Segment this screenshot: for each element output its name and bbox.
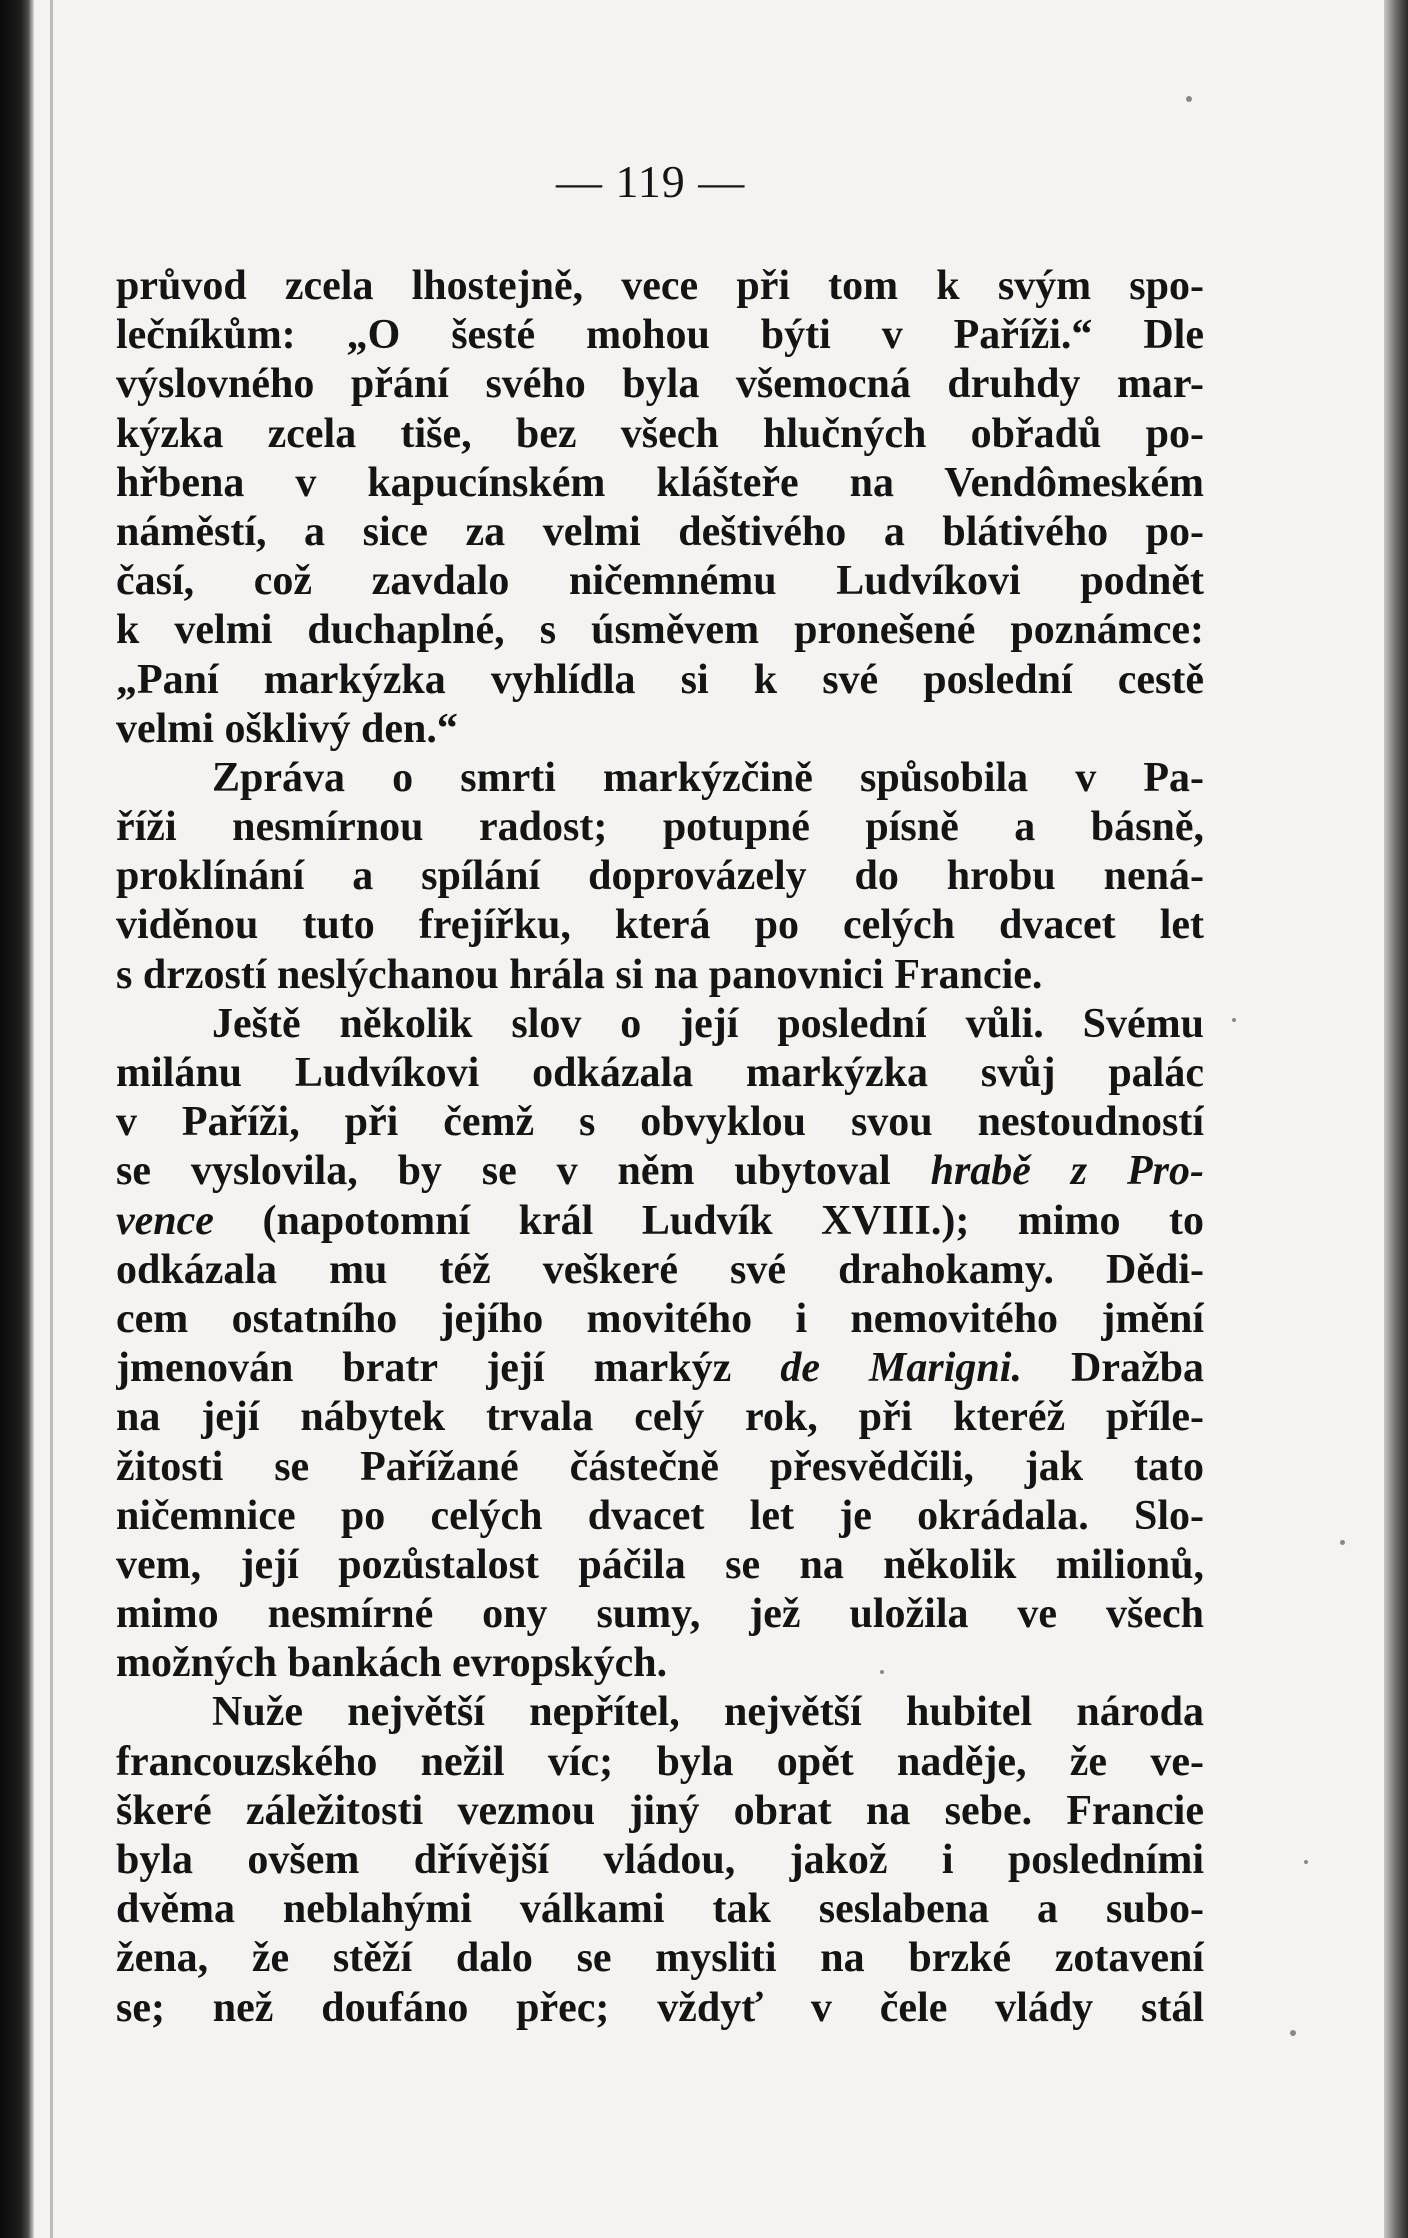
- text-segment: v Paříži, při čemž s obvyklou svou nestoudností: [116, 1099, 1204, 1146]
- text-line: [116, 1541, 1204, 1590]
- text-segment: možných bankách evropských.: [116, 1640, 668, 1687]
- text-line: [116, 311, 1204, 360]
- text-segment: byla ovšem dřívější vládou, jakož i posledními: [116, 1837, 1204, 1883]
- text-line: [116, 1738, 1204, 1787]
- text-segment: s drzostí neslýchanou hrála si na panovnici Francie.: [116, 951, 1043, 998]
- text-segment: vem, její pozůstalost páčila se na několik milionů,: [116, 1541, 1204, 1588]
- text-line: [116, 1393, 1204, 1442]
- text-segment: žena, že stěží dalo se mysliti na brzké zotavení: [116, 1935, 1204, 1982]
- text-segment: francouzského nežil víc; byla opět naděje, že ve-: [116, 1738, 1204, 1785]
- text-segment: na její nábytek trvala celý rok, při kteréž příle-: [116, 1394, 1204, 1441]
- text-line: [116, 557, 1204, 606]
- italic-text: vence: [116, 1197, 214, 1244]
- text-line: [116, 360, 1204, 409]
- text-line: [116, 951, 1204, 1000]
- text-segment: proklínání a spílání doprovázely do hrobu nená-: [116, 853, 1204, 900]
- text-segment: (napotomní král Ludvík XVIII.); mimo to: [213, 1197, 1204, 1244]
- text-line: [116, 705, 1204, 754]
- page-number: — 119 —: [556, 156, 746, 207]
- text-segment: časí, což zavdalo ničemnému Ludvíkovi podnět: [116, 558, 1204, 605]
- text-line: [116, 1590, 1204, 1639]
- text-segment: viděnou tuto frejířku, která po celých dvacet let: [116, 902, 1204, 949]
- text-line: [116, 1787, 1204, 1836]
- text-segment: cem ostatního jejího movitého i nemovitého jmění: [116, 1295, 1204, 1342]
- text-line: [116, 606, 1204, 655]
- text-line: [116, 656, 1204, 705]
- text-segment: „Paní markýzka vyhlídla si k své poslední cestě: [116, 656, 1204, 703]
- text-segment: velmi ošklivý den.“: [116, 705, 458, 752]
- text-segment: říži nesmírnou radost; potupné písně a básně,: [116, 804, 1204, 851]
- text-line: [116, 1688, 1204, 1737]
- text-line: [116, 1049, 1204, 1098]
- italic-text: hrabě z Pro-: [930, 1148, 1204, 1195]
- scan-right-edge: [1384, 0, 1408, 2238]
- text-line: [116, 459, 1204, 508]
- text-segment: se; než doufáno přec; vždyť v čele vlády stál: [116, 1984, 1204, 2031]
- text-segment: ničemnice po celých dvacet let je okrádala. Slo-: [116, 1492, 1204, 1539]
- text-segment: žitosti se Pařížané částečně přesvědčili, jak tato: [116, 1443, 1204, 1490]
- text-segment: k velmi duchaplné, s úsměvem pronešené poznámce:: [116, 607, 1204, 654]
- text-line: [116, 852, 1204, 901]
- text-segment: odkázala mu též veškeré své drahokamy. Dědi-: [116, 1246, 1204, 1293]
- text-line: [116, 1836, 1204, 1885]
- text-segment: mimo nesmírné ony sumy, jež uložila ve všech: [116, 1591, 1204, 1638]
- text-line: [116, 1885, 1204, 1934]
- text-line: [116, 754, 1204, 803]
- text-line: [116, 410, 1204, 459]
- text-line: [116, 1098, 1204, 1147]
- text-segment: průvod zcela lhostejně, vece při tom k svým spo-: [116, 263, 1204, 309]
- text-segment: Zpráva o smrti markýzčině spůsobila v Pa-: [212, 754, 1204, 801]
- text-segment: lečníkům: „O šesté mohou býti v Paříži.“ Dle: [116, 312, 1204, 359]
- text-line: [116, 803, 1204, 852]
- text-line: [116, 1344, 1204, 1393]
- paper-speck: [1290, 2030, 1296, 2036]
- body-text: [116, 262, 1204, 2033]
- text-segment: hřbena v kapucínském klášteře na Vendômeském: [116, 459, 1204, 506]
- text-segment: milánu Ludvíkovi odkázala markýzka svůj palác: [116, 1050, 1204, 1096]
- text-line: [116, 1492, 1204, 1541]
- text-line: [116, 1000, 1204, 1049]
- text-segment: výslovného přání svého byla všemocná druhdy mar-: [116, 361, 1204, 408]
- text-segment: Dražba: [1021, 1345, 1204, 1392]
- paper-speck: [1232, 1018, 1236, 1022]
- text-segment: dvěma neblahými válkami tak seslabena a subo-: [116, 1886, 1204, 1933]
- text-segment: kýzka zcela tiše, bez všech hlučných obřadů po-: [116, 410, 1204, 457]
- text-segment: Ještě několik slov o její poslední vůli. Svému: [212, 1000, 1204, 1047]
- text-line: [116, 1934, 1204, 1983]
- text-segment: škeré záležitosti vezmou jiný obrat na sebe. Francie: [116, 1787, 1204, 1834]
- text-line: [116, 1147, 1204, 1196]
- text-line: [116, 1984, 1204, 2033]
- paper-speck: [1304, 1860, 1308, 1864]
- text-segment: se vyslovila, by se v něm ubytoval: [116, 1148, 931, 1195]
- italic-text: de Marigni.: [780, 1345, 1022, 1392]
- text-line: [116, 508, 1204, 557]
- scan-left-edge: [0, 0, 34, 2238]
- text-segment: jmenován bratr její markýz: [116, 1345, 781, 1392]
- text-line: [116, 1443, 1204, 1492]
- text-line: [116, 1639, 1204, 1688]
- text-line: [116, 262, 1204, 311]
- text-line: [116, 1295, 1204, 1344]
- scan-gutter-line: [50, 0, 53, 2238]
- text-line: [116, 901, 1204, 950]
- paper-speck: [1186, 96, 1192, 102]
- paper-speck: [1340, 1540, 1345, 1545]
- text-line: [116, 1197, 1204, 1246]
- text-segment: Nuže největší nepřítel, největší hubitel národa: [212, 1689, 1204, 1736]
- text-segment: náměstí, a sice za velmi deštivého a blátivého po-: [116, 508, 1204, 555]
- text-line: [116, 1246, 1204, 1295]
